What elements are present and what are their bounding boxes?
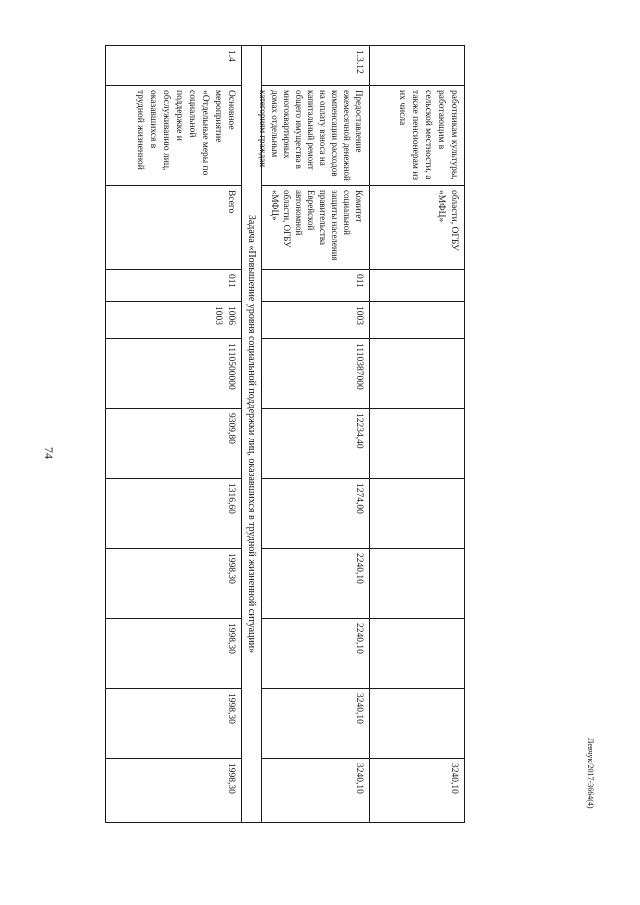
row-total [370, 409, 464, 478]
row-2017: 1274,00 [354, 483, 364, 514]
row-2019: 2240,10 [354, 623, 364, 654]
row-2017 [370, 479, 464, 548]
document-footer-code: Левчук/2017-3664(4) [586, 738, 595, 809]
task-heading: Задача «Повышение уровня социальной поддержки лиц, оказавшихся в трудной жизненной ситуации» [246, 214, 257, 654]
table-border-top [464, 45, 465, 823]
row-csr: 1110500000 [226, 343, 236, 390]
row-csr: 1110387000 [354, 343, 364, 390]
row-csr [370, 339, 464, 408]
budget-table [105, 45, 465, 823]
row-code: 1.4 [226, 50, 236, 62]
row-rzpr: 1006 1003 [213, 306, 236, 325]
row-2018: 2240,10 [354, 553, 364, 584]
row-grbs: 011 [354, 274, 364, 288]
row-2021: 3240,10 [449, 763, 459, 794]
row-grbs: 011 [226, 274, 236, 288]
row-executor: Всего [226, 190, 236, 214]
page-number: 74 [42, 447, 56, 459]
row-grbs [370, 270, 464, 301]
row-executor: области, ОГБУ «МФЦ» [436, 190, 459, 251]
row-name: Предоставление ежемесячной денежной компенсации расходов на оплату взноса на капитальный ремонт общего имущества в многоквартирных домах отдельным категориям граждан [258, 90, 364, 181]
row-rzpr: 1003 [354, 306, 364, 325]
row-name: Основное мероприятие «Отдельные меры по социальной поддержке и обслуживанию лиц, оказавшихся в трудной жизненной [135, 90, 236, 176]
row-total: 12234,40 [354, 413, 364, 449]
row-2021: 1998,30 [226, 763, 236, 794]
row-2020: 3240,10 [354, 693, 364, 724]
row-name: работникам культуры, работающим в сельской местности, а также пенсионерам из их числа [397, 90, 459, 181]
row-total: 9309,80 [226, 413, 236, 444]
row-2020: 1998,30 [226, 693, 236, 724]
row-2019: 1998,30 [226, 623, 236, 654]
row-2020 [370, 689, 464, 758]
row-rzpr [370, 302, 464, 338]
row-2019 [370, 619, 464, 688]
row-executor: Комитет социальной защиты населения правительства Еврейской автономной области, ОГБУ «МФЦ» [270, 190, 364, 261]
row-2021: 3240,10 [354, 763, 364, 794]
row-2017: 1316,60 [226, 483, 236, 514]
row-code: 1.3.12 [354, 50, 364, 74]
col-line [105, 822, 465, 823]
row-code [370, 46, 464, 85]
row-2018 [370, 549, 464, 618]
row-2018: 1998,30 [226, 553, 236, 584]
